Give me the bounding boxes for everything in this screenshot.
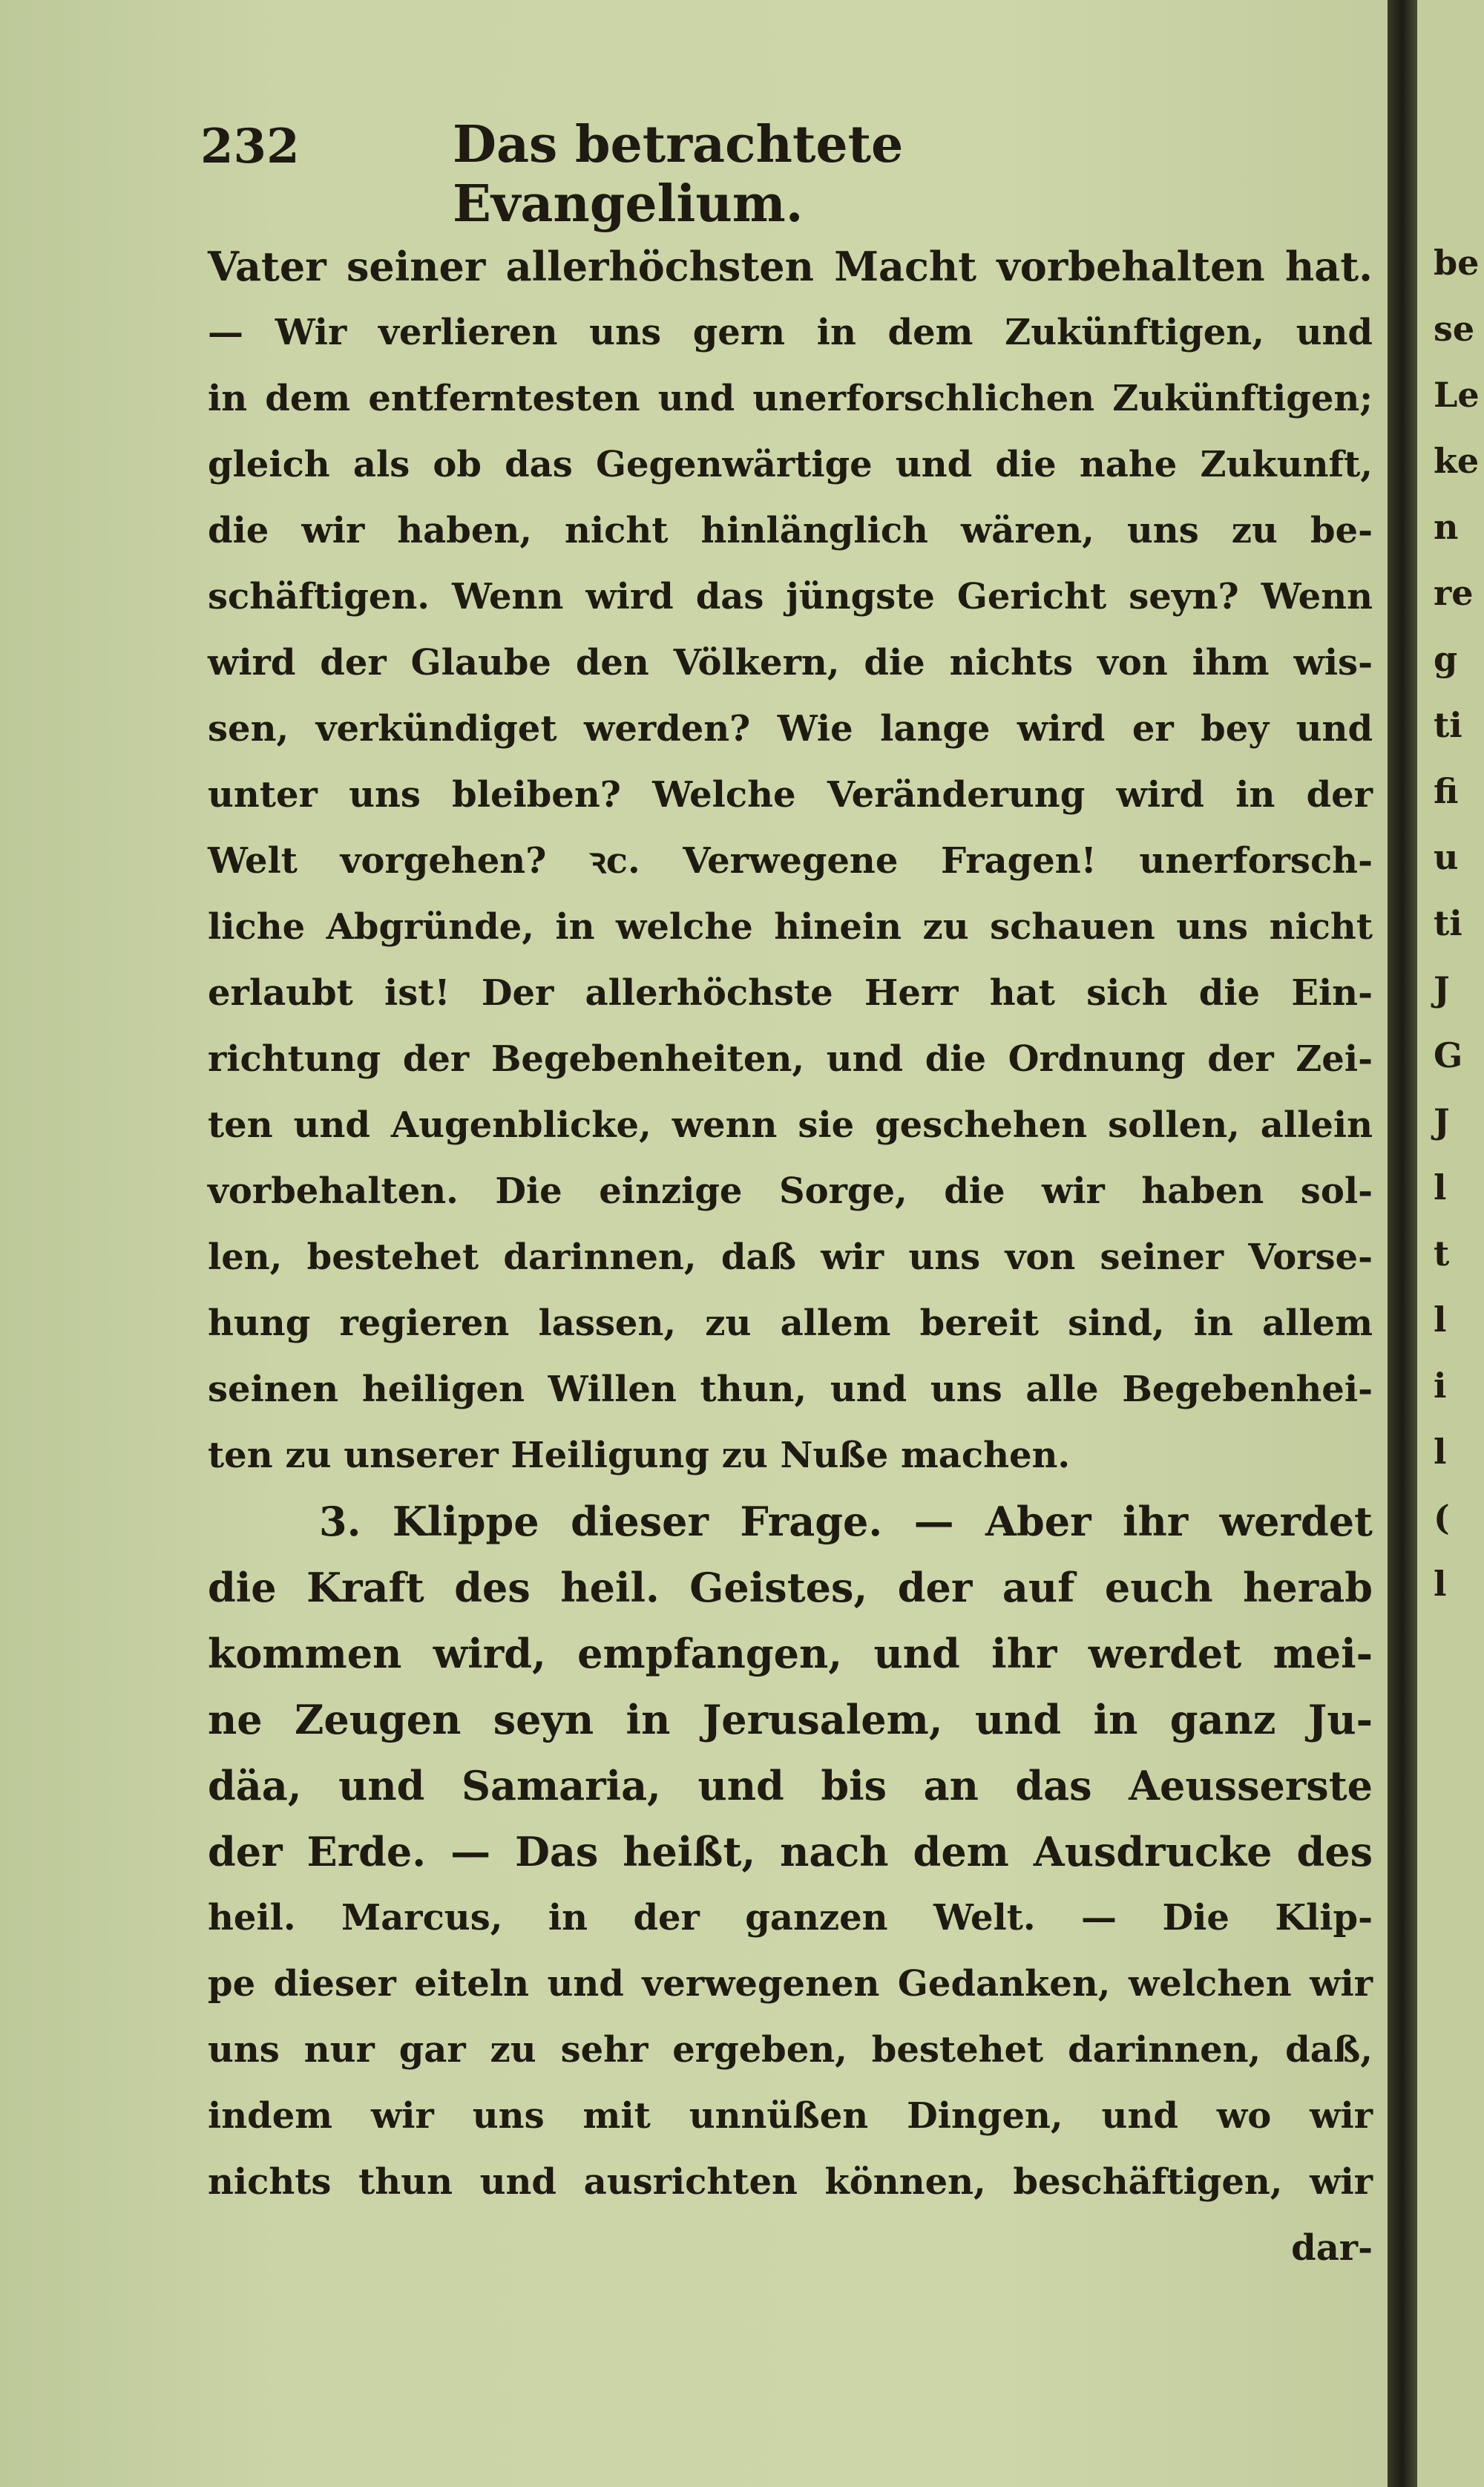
fragment-line: ti (1434, 903, 1462, 943)
fragment-line: l (1434, 1300, 1447, 1340)
text-line: hung regieren lassen, zu allem bereit sind, in allem (208, 1303, 1373, 1344)
fragment-line: u (1434, 837, 1459, 877)
text-line: Welt vorgehen? ꝛc. Verwegene Fragen! unerforsch- (208, 840, 1373, 882)
text-line: uns nur gar zu sehr ergeben, bestehet darinnen, daß, (208, 2029, 1373, 2071)
text-line: kommen wird, empfangen, und ihr werdet mei- (208, 1630, 1373, 1677)
text-line: der Erde. — Das heißt, nach dem Ausdrucke des (208, 1828, 1373, 1875)
fragment-line: ke (1434, 441, 1480, 481)
text-line: seinen heiligen Willen thun, und uns alle Begebenhei- (208, 1369, 1373, 1410)
text-line: — Wir verlieren uns gern in dem Zukünftigen, und (208, 312, 1373, 353)
catchword: dar- (1291, 2227, 1373, 2269)
text-line: richtung der Begebenheiten, und die Ordnung der Zei- (208, 1038, 1373, 1080)
fragment-line: t (1434, 1233, 1450, 1274)
text-line: nichts thun und ausrichten können, beschäftigen, wir (208, 2161, 1373, 2203)
text-line: wird der Glaube den Völkern, die nichts von ihm wis- (208, 642, 1373, 684)
text-line: erlaubt ist! Der allerhöchste Herr hat sich die Ein- (208, 972, 1373, 1014)
facing-page-edge (1417, 0, 1484, 2487)
text-line: die Kraft des heil. Geistes, der auf euch herab (208, 1564, 1373, 1611)
text-line: vorbehalten. Die einzige Sorge, die wir haben sol- (208, 1170, 1373, 1212)
fragment-line: J (1434, 1101, 1450, 1141)
fragment-line: se (1434, 309, 1475, 349)
running-title: Das betrachtete Evangelium. (453, 115, 904, 234)
facing-page-fragments (1434, 230, 1480, 1617)
fragment-line: l (1434, 1432, 1447, 1472)
text-line: ten zu unserer Heiligung zu Nuße machen. (208, 1435, 1071, 1476)
fragment-line: re (1434, 573, 1474, 613)
fragment-line: G (1434, 1035, 1463, 1075)
text-line: pe dieser eiteln und verwegenen Gedanken, welchen wir (208, 1963, 1373, 2005)
text-line: gleich als ob das Gegenwärtige und die nahe Zukunft, (208, 444, 1373, 485)
text-line: indem wir uns mit unnüßen Dingen, und wo wir (208, 2095, 1373, 2137)
text-line: schäftigen. Wenn wird das jüngste Gericht seyn? Wenn (208, 576, 1373, 617)
fragment-line: ti (1434, 705, 1462, 745)
text-line: die wir haben, nicht hinlänglich wären, uns zu be- (208, 510, 1373, 551)
fragment-line: l (1434, 1564, 1447, 1604)
text-line: sen, verkündiget werden? Wie lange wird er bey und (208, 708, 1373, 750)
fragment-line: fi (1434, 771, 1459, 811)
text-line: däa, und Samaria, und bis an das Aeusserste (208, 1762, 1373, 1809)
text-line: 3. Klippe dieser Frage. — Aber ihr werdet (319, 1498, 1373, 1545)
fragment-line: ( (1434, 1498, 1450, 1538)
fragment-line: n (1434, 507, 1459, 547)
text-line: ten und Augenblicke, wenn sie geschehen sollen, allein (208, 1104, 1373, 1146)
page-header (200, 111, 1239, 234)
fragment-line: i (1434, 1366, 1447, 1406)
text-line: len, bestehet darinnen, daß wir uns von seiner Vorse- (208, 1236, 1373, 1278)
text-line: Vater seiner allerhöchsten Macht vorbehalten hat. (208, 243, 1373, 290)
fragment-line: J (1434, 969, 1450, 1009)
text-line: in dem entferntesten und unerforschlichen Zukünftigen; (208, 378, 1373, 419)
page-number: 232 (200, 119, 300, 174)
fragment-line: be (1434, 243, 1480, 283)
fragment-line: g (1434, 639, 1458, 679)
fragment-line: Le (1434, 375, 1480, 415)
text-line: unter uns bleiben? Welche Veränderung wird in der (208, 774, 1373, 816)
text-line: ne Zeugen seyn in Jerusalem, und in ganz Ju- (208, 1696, 1373, 1743)
body-text (208, 234, 1373, 2281)
fragment-line: l (1434, 1167, 1447, 1208)
text-line: liche Abgründe, in welche hinein zu schauen uns nicht (208, 906, 1373, 948)
text-line: heil. Marcus, in der ganzen Welt. — Die Klip- (208, 1897, 1373, 1939)
book-gutter (1388, 0, 1417, 2487)
